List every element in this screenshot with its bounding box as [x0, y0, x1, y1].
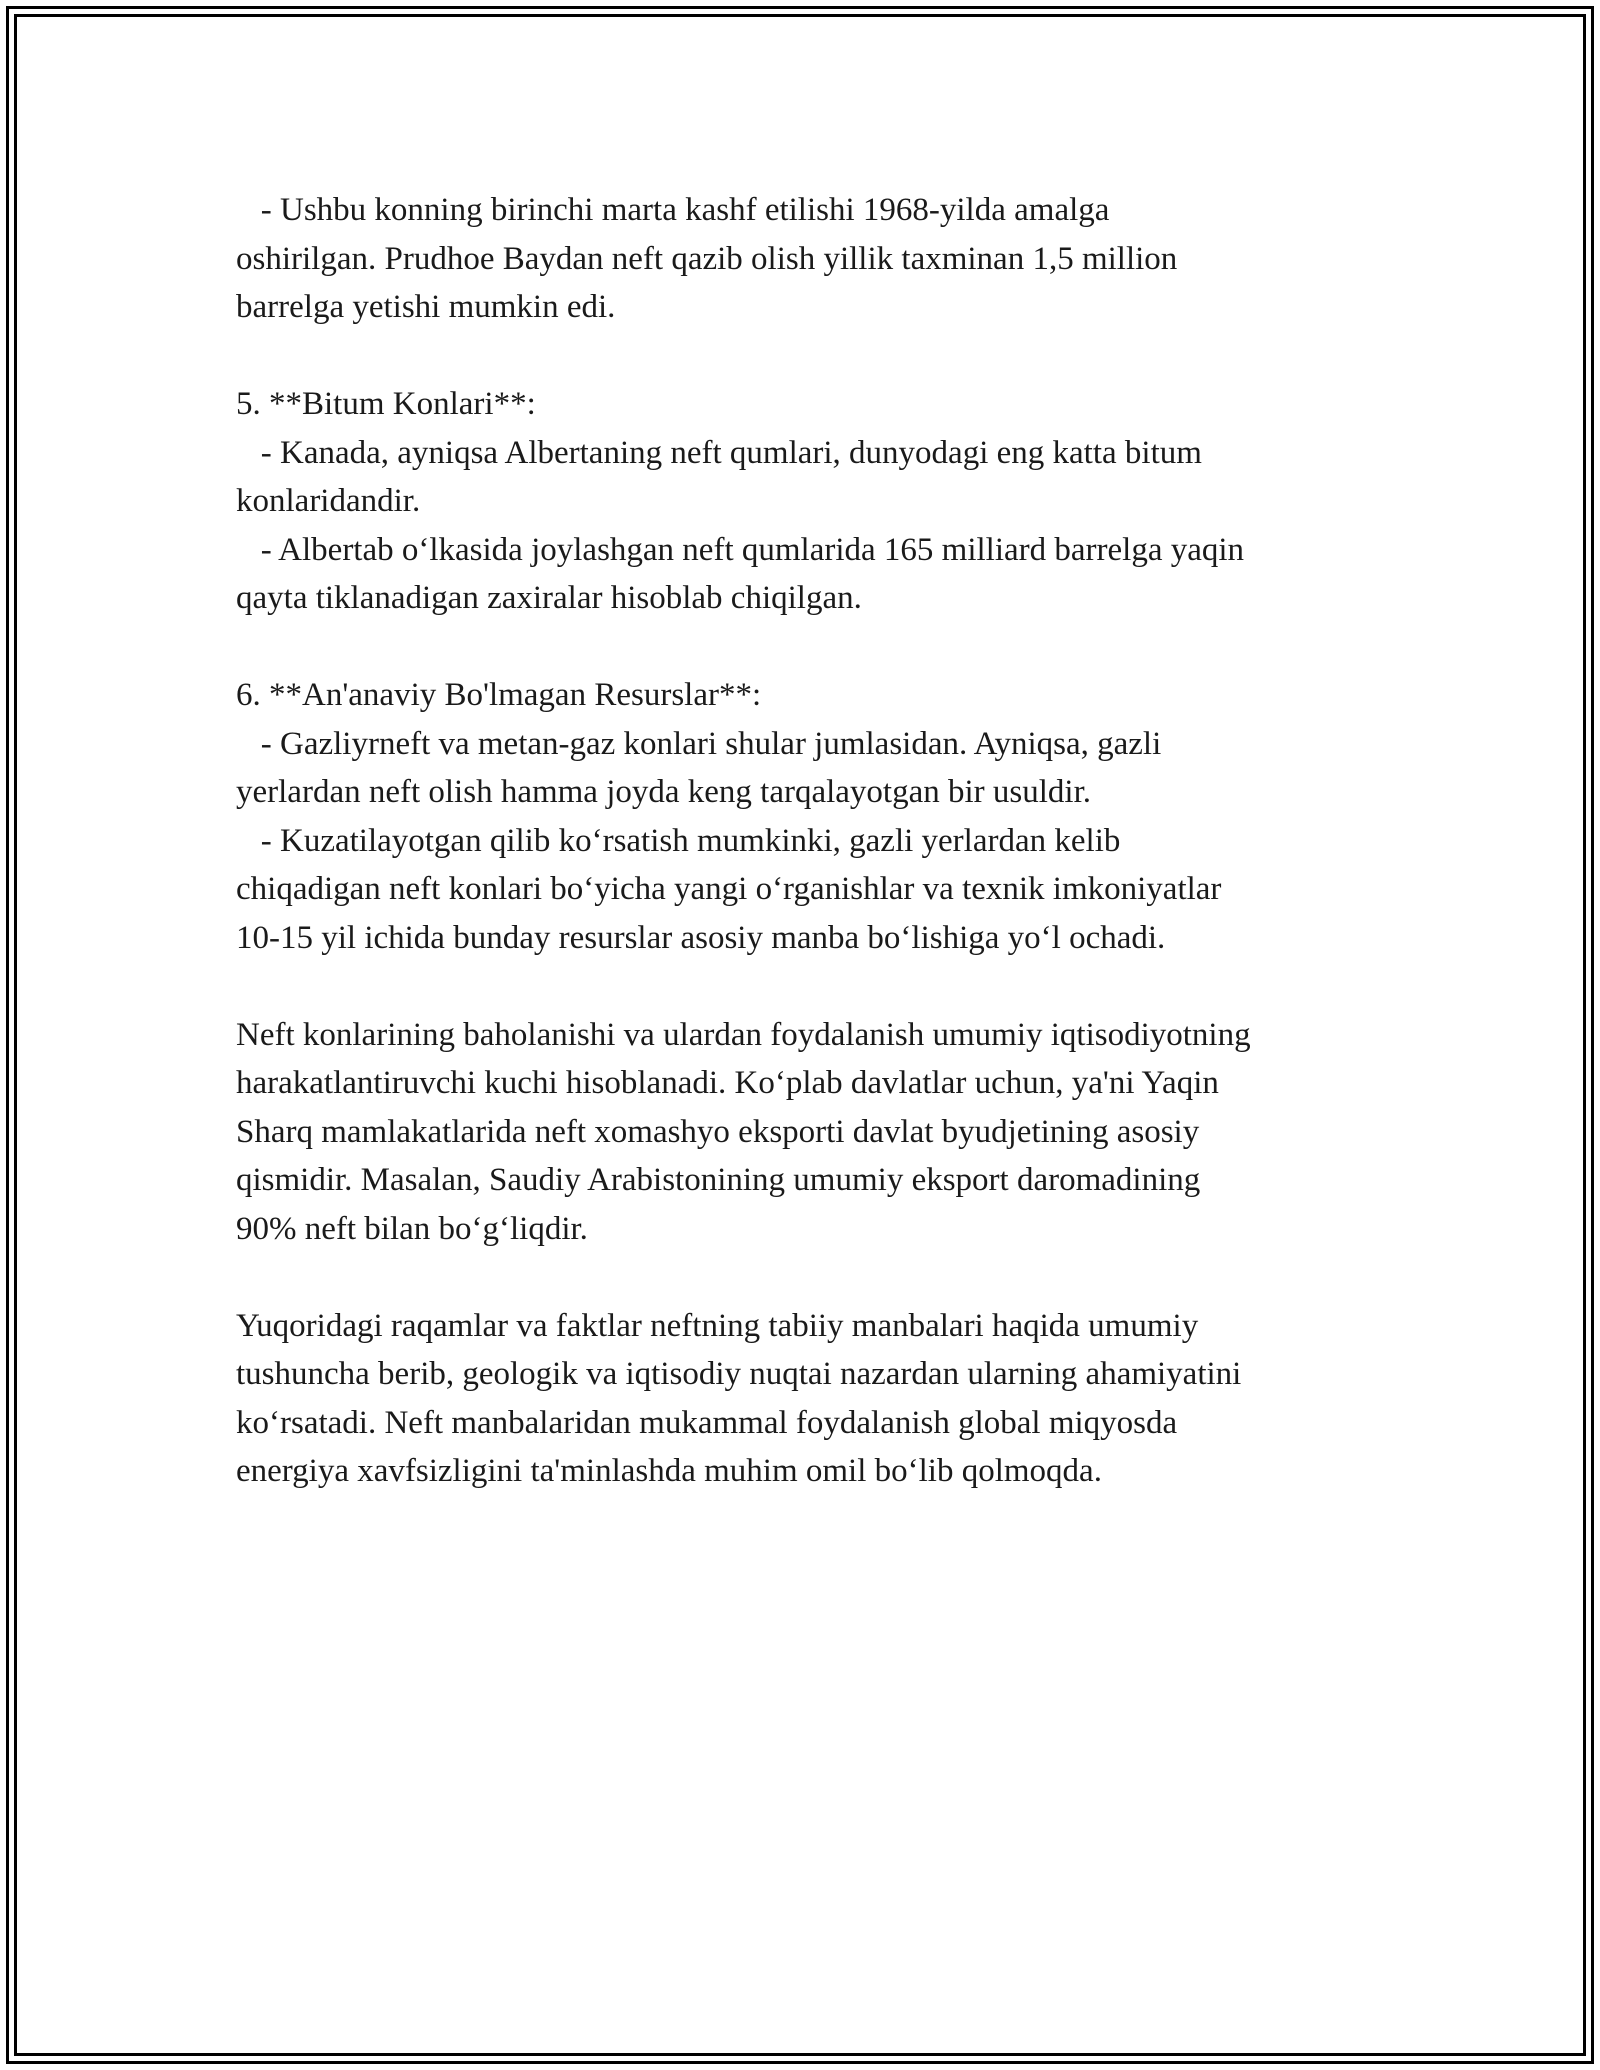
section-ananaviy-bolmagan-resurslar — [236, 671, 1396, 962]
text-line: Neft konlarining baholanishi va ulardan foydalanish umumiy iqtisodiyotning — [236, 1016, 1251, 1053]
paragraph-economic-importance — [236, 1011, 1396, 1254]
text-line: Yuqoridagi raqamlar va faktlar neftning tabiiy manbalari haqida umumiy — [236, 1307, 1199, 1344]
document-body — [236, 186, 1396, 1544]
section-heading: 6. **An'anaviy Bo'lmagan Resurslar**: — [236, 677, 762, 713]
text-line: ko‘rsatadi. Neft manbalaridan mukammal foydalanish global miqyosda — [236, 1404, 1178, 1441]
text-line: Sharq mamlakatlarida neft xomashyo eksporti davlat byudjetining asosiy — [236, 1113, 1200, 1150]
section-heading: 5. **Bitum Konlari**: — [236, 386, 536, 422]
text-line: oshirilgan. Prudhoe Baydan neft qazib olish yillik taxminan 1,5 million — [236, 240, 1178, 277]
text-line: qayta tiklanadigan zaxiralar hisoblab chiqilgan. — [236, 580, 862, 616]
text-line: qismidir. Masalan, Saudiy Arabistonining umumiy eksport daromadining — [236, 1162, 1201, 1198]
text-line: tushuncha berib, geologik va iqtisodiy nuqtai nazardan ularning ahamiyatini — [236, 1356, 1242, 1392]
text-line: harakatlantiruvchi kuchi hisoblanadi. Ko‘plab davlatlar uchun, ya'ni Yaqin — [236, 1065, 1219, 1101]
section-bitum-konlari — [236, 380, 1396, 623]
text-line: - Ushbu konning birinchi marta kashf etilishi 1968-yilda amalga — [236, 192, 1110, 228]
text-line: yerlardan neft olish hamma joyda keng tarqalayotgan bir usuldir. — [236, 774, 1092, 810]
text-line: konlaridandir. — [236, 483, 421, 519]
paragraph-prudhoe-bay — [236, 186, 1396, 332]
text-line: 10-15 yil ichida bunday resurslar asosiy manba bo‘lishiga yo‘l ochadi. — [236, 919, 1166, 956]
text-line: energiya xavfsizligini ta'minlashda muhim omil bo‘lib qolmoqda. — [236, 1453, 1102, 1489]
text-line: chiqadigan neft konlari bo‘yicha yangi o‘rganishlar va texnik imkoniyatlar — [236, 871, 1222, 907]
text-line: barrelga yetishi mumkin edi. — [236, 289, 616, 325]
text-line: - Gazliyrneft va metan-gaz konlari shular jumlasidan. Ayniqsa, gazli — [236, 725, 1162, 762]
text-line: - Kanada, ayniqsa Albertaning neft qumlari, dunyodagi eng katta bitum — [236, 434, 1202, 471]
paragraph-conclusion — [236, 1302, 1396, 1496]
text-line: - Kuzatilayotgan qilib ko‘rsatish mumkinki, gazli yerlardan kelib — [236, 822, 1121, 859]
text-line: - Albertab o‘lkasida joylashgan neft qumlarida 165 milliard barrelga yaqin — [236, 531, 1245, 568]
text-line: 90% neft bilan bo‘g‘liqdir. — [236, 1210, 588, 1247]
